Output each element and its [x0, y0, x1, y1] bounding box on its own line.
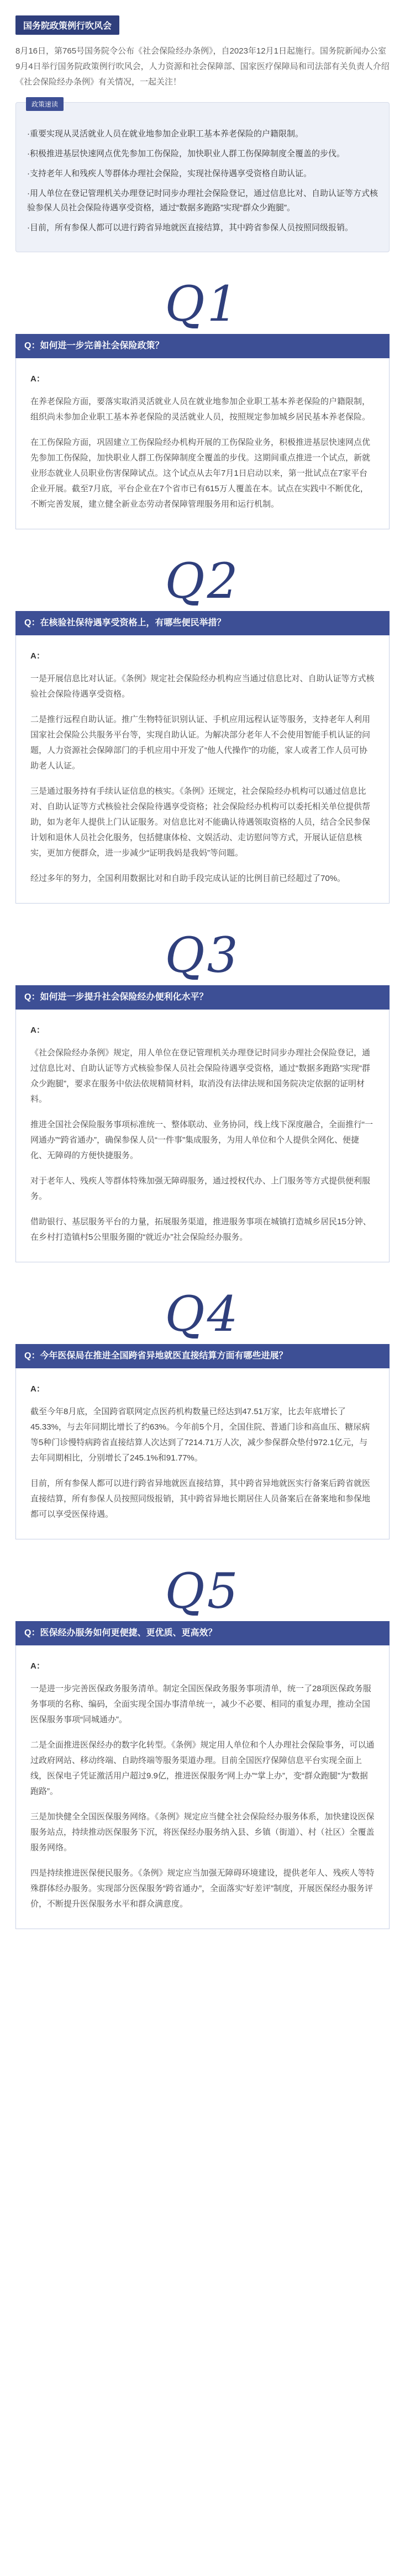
question-bar: Q：今年医保局在推进全国跨省异地就医直接结算方面有哪些进展？	[15, 1344, 390, 1368]
intro-paragraph: 8月16日，第765号国务院令公布《社会保险经办条例》，自2023年12月1日起施行。国务院新闻办公室9月4日举行国务院政策例行吹风会，人力资源和社会保障部、国家医疗保障局和司法部有关负责人介绍《社会保险经办条例》有关情况，一起关注！	[15, 46, 390, 87]
question-bar: Q：医保经办服务如何更便捷、更优质、更高效？	[15, 1621, 390, 1645]
highlight-item: ·目前，所有参保人都可以进行跨省异地就医直接结算，其中跨省参保人员按照同级报销。	[27, 223, 353, 232]
qa-section-2	[15, 555, 390, 904]
answer-paragraph: 三是通过服务持有手续认证信息的核实。《条例》还规定，社会保险经办机构可以通过信息比对、自助认证等方式核验社会保险待遇享受资格；社会保险经办机构可以委托相关单位提供帮助，如为老年人提供上门认证服务。对信息比对不能确认待遇领取资格的人员，结合全民参保计划和退休人员社会化服务，包括健康体检、文娱活动、走访慰问等方式，开展认证信息核实，更加方便群众，进一步减少“证明我妈是我妈”等问题。	[30, 787, 371, 858]
answer-paragraph: 经过多年的努力，全国利用数据比对和自助手段完成认证的比例目前已经超过了70%。	[30, 874, 346, 883]
answer-box	[15, 635, 390, 904]
answer-paragraph: 目前，所有参保人都可以进行跨省异地就医直接结算，其中跨省异地就医实行备案后跨省就医直接结算，所有参保人员按照同级报销，其中跨省异地长期居住人员备案后在备案地和参保地都可以享受医保待遇。	[30, 1479, 371, 1519]
answer-paragraph: 在工伤保险方面，巩固建立工伤保险经办机构开展的工伤保险业务，积极推进基层快速网点优先参加工伤保险，加快职业人群工伤保障制度全覆盖的步伐。这期间重点推进一个试点，新就业形态就业人员职业伤害保障试点。这个试点从去年7月1日启动以来，第一批试点在7家平台企业开展。截至7月底，平台企业在7个省市已有615万人覆盖在本。试点在实践中不断优化，不断完善发展，建立健全新业态劳动者保障管理服务用和运行机制。	[30, 438, 371, 509]
answer-box	[15, 1368, 390, 1539]
answer-paragraph: 截至今年8月底，全国跨省联网定点医药机构数量已经达到47.51万家，比去年底增长了45.33%，与去年同期比增长了约63%。今年前5个月，全国住院、普通门诊和高血压、糖尿病等5种门诊慢特病跨省直接结算人次达到了7214.71万人次，减少参保群众垫付972.1亿元，与去年同期相比，分别增长了245.1%和91.77%。	[30, 1407, 370, 1463]
answer-paragraph: 三是加快健全全国医保服务网络。《条例》规定应当健全社会保险经办服务体系，加快建设医保服务站点，持续推动医保服务下沉，将医保经办服务纳入县、乡镇（街道）、村（社区）全覆盖服务网络。	[30, 1812, 375, 1852]
answer-box	[15, 358, 390, 529]
answer-paragraph: 二是全面推进医保经办的数字化转型。《条例》规定用人单位和个人办理社会保险事务，可以通过政府网站、移动终端、自助终端等服务渠道办理。目前全国医疗保障信息平台实现全面上线，医保电子凭证激活用户超过9.9亿，推进医保服务“网上办”“掌上办”，变“群众跑腿”为“数据跑路”。	[30, 1740, 375, 1796]
footer-space	[15, 1929, 390, 1962]
answer-label: A：	[30, 1026, 45, 1035]
highlight-item: ·用人单位在登记管理机关办理登记时同步办理社会保险登记，通过信息比对、自助认证等方式核验参保人员社会保险待遇享受资格，通过“数据多跑路”实现“群众少跑腿”。	[27, 189, 378, 213]
highlights-tag: 政策速读	[26, 97, 64, 111]
answer-label: A：	[30, 1384, 45, 1394]
answer-label: A：	[30, 374, 45, 384]
header-tag: 国务院政策例行吹风会	[15, 15, 119, 35]
qa-section-5	[15, 1565, 390, 1929]
highlight-item: ·支持老年人和残疾人等群体办理社会保险，实现社保待遇享受资格自助认证。	[27, 169, 312, 178]
question-number: Q2	[165, 553, 240, 609]
question-number: Q3	[165, 927, 240, 984]
answer-paragraph: 一是进一步完善医保政务服务清单。制定全国医保政务服务事项清单，统一了28项医保政务服务事项的名称、编码，全面实现全国办事清单统一，减少不必要、相同的重复办理，推动全国医保服务事项“同城通办”。	[30, 1684, 371, 1724]
answer-paragraph: 借助银行、基层服务平台的力量，拓展服务渠道，推进服务事项在城镇打造城乡居民15分钟、在乡村打造镇村5公里服务圈的“就近办”社会保险经办服务。	[30, 1217, 371, 1242]
answer-paragraph: 对于老年人、残疾人等群体特殊加强无障碍服务，通过授权代办、上门服务等方式提供便利服务。	[30, 1176, 371, 1201]
answer-paragraph: 《社会保险经办条例》规定，用人单位在登记管理机关办理登记时同步办理社会保险登记，通过信息比对、自助认证等方式核验参保人员社会保险待遇享受资格，通过“数据多跑路”实现“群众少跑腿”，要求在服务中依法依规精简材料，取消没有法律法规和国务院决定依据的证明材料。	[30, 1048, 371, 1104]
question-number: Q5	[165, 1563, 240, 1619]
question-number: Q1	[165, 275, 240, 332]
answer-box	[15, 1645, 390, 1929]
answer-paragraph: 推进全国社会保险服务事项标准统一、整体联动、业务协同，线上线下深度融合，全面推行“一网通办”“跨省通办”，确保参保人员“一件事”集成服务，为用人单位和个人提供全网化、便捷化、无障碍的方便快捷服务。	[30, 1120, 373, 1160]
answer-box	[15, 1010, 390, 1262]
qa-section-3	[15, 929, 390, 1262]
answer-paragraph: 在养老保险方面，要落实取消灵活就业人员在就业地参加企业职工基本养老保险的户籍限制，组织尚未参加企业职工基本养老保险的灵活就业人员，按照规定参加城乡居民基本养老保险。	[30, 397, 371, 422]
qa-section-4	[15, 1288, 390, 1539]
answer-label: A：	[30, 651, 45, 661]
question-bar: Q：在核验社保待遇享受资格上，有哪些便民举措？	[15, 611, 390, 635]
answer-label: A：	[30, 1661, 45, 1671]
question-bar: Q：如何进一步提升社会保险经办便利化水平？	[15, 985, 390, 1010]
question-number: Q4	[165, 1286, 240, 1342]
question-bar: Q：如何进一步完善社会保险政策？	[15, 334, 390, 358]
highlight-item: ·积极推进基层快速网点优先参加工伤保险，加快职业人群工伤保障制度全覆盖的步伐。	[27, 149, 345, 158]
highlights-box	[15, 102, 390, 252]
answer-paragraph: 四是持续推进医保便民服务。《条例》规定应当加强无障碍环境建设，提供老年人、残疾人等特殊群体经办服务。实现部分医保服务“跨省通办”，全面落实“好差评”制度，开展医保经办服务评价，不断提升医保服务水平和群众满意度。	[30, 1868, 375, 1909]
highlight-item: ·重要实现从灵活就业人员在就业地参加企业职工基本养老保险的户籍限制。	[27, 129, 303, 139]
qa-section-1	[15, 275, 390, 529]
answer-paragraph: 二是推行远程自助认证。推广生物特征识别认证、手机应用远程认证等服务，支持老年人利用国家社会保险公共服务平台等，实现自助认证。为解决部分老年人不会使用智能手机认证的问题，人力资源社会保障部门的手机应用中开发了“他人代操作”的功能，家人或者工作人员可协助老人认证。	[30, 715, 371, 771]
answer-paragraph: 一是开展信息比对认证。《条例》规定社会保险经办机构应当通过信息比对、自助认证等方式核验社会保险待遇享受资格。	[30, 674, 375, 699]
